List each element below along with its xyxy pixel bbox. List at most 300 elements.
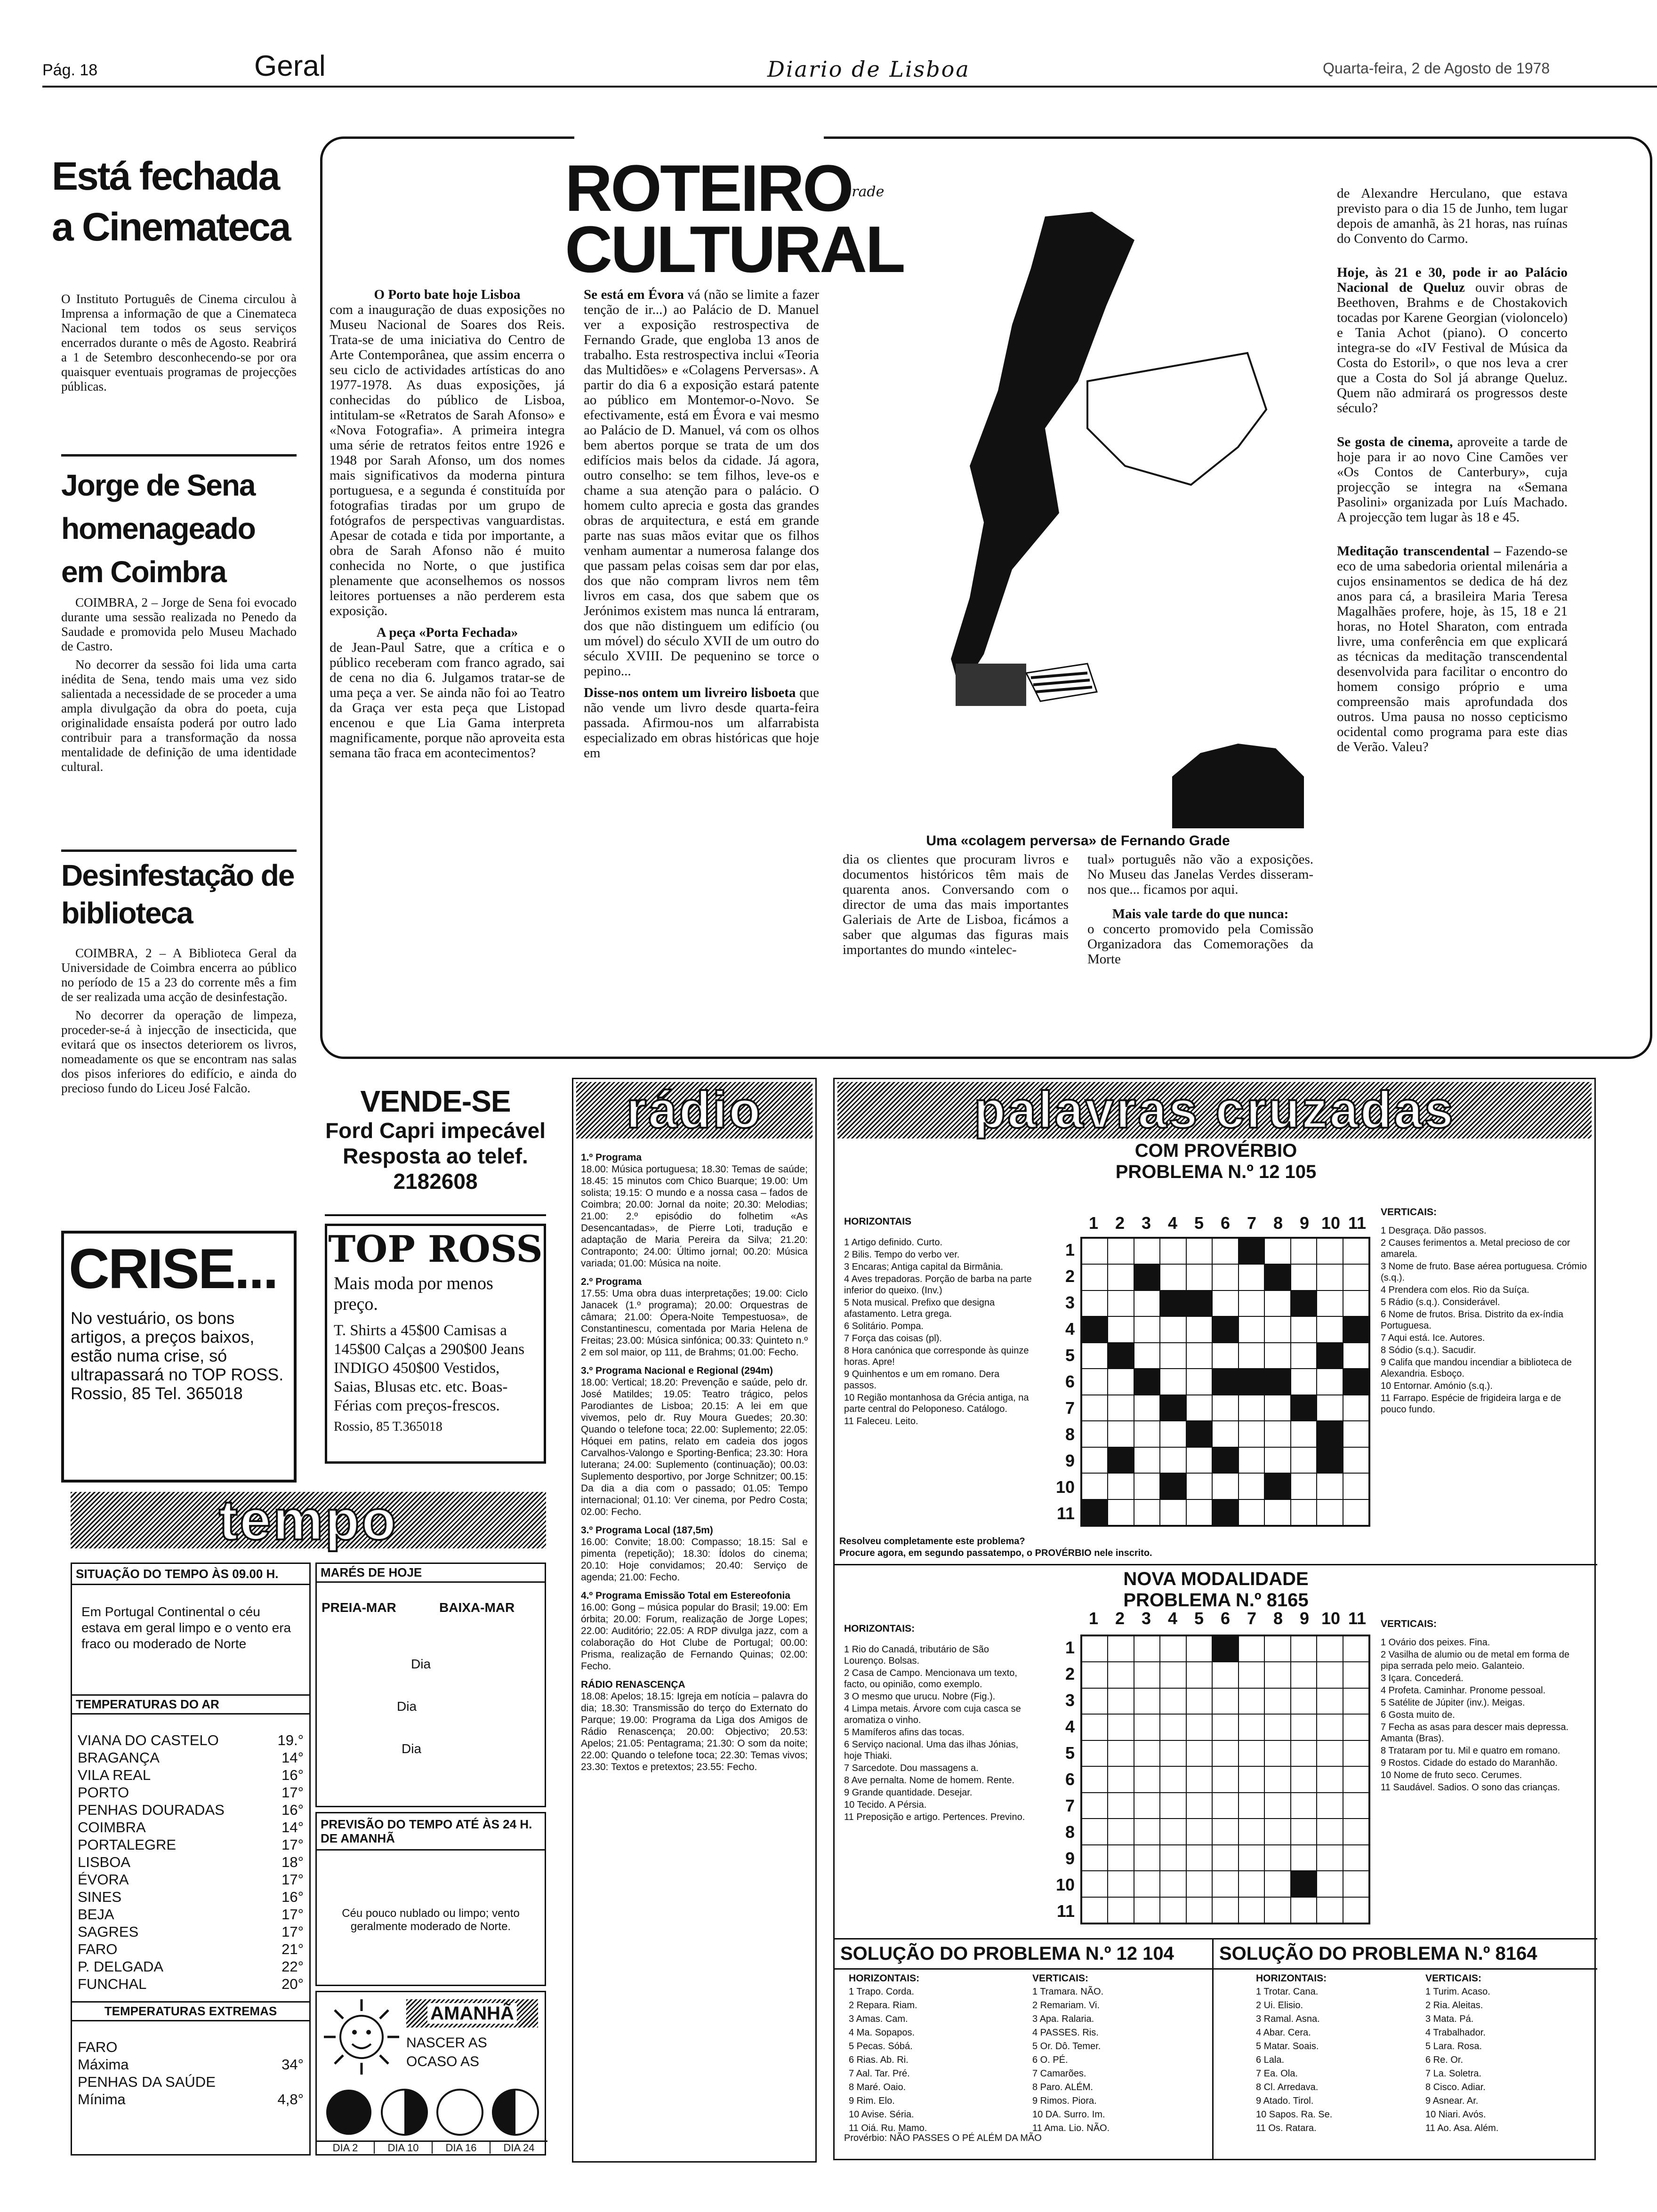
grid-cell[interactable]	[1082, 1766, 1108, 1792]
grid-cell[interactable]	[1317, 1871, 1343, 1897]
grid-cell[interactable]	[1186, 1845, 1212, 1871]
masthead: Diario de Lisboa	[767, 56, 970, 82]
grid-cell[interactable]	[1264, 1238, 1290, 1264]
grid-cell[interactable]	[1108, 1636, 1134, 1662]
grid-cell-black	[1291, 1290, 1317, 1316]
grid-cell[interactable]	[1212, 1264, 1238, 1290]
grid-cell[interactable]	[1239, 1395, 1264, 1421]
grid-cell-black	[1186, 1421, 1212, 1447]
grid-cell[interactable]	[1343, 1688, 1369, 1714]
grid-cell[interactable]	[1108, 1316, 1134, 1342]
grid-cell[interactable]	[1317, 1264, 1343, 1290]
grid-cell[interactable]	[1160, 1897, 1186, 1923]
grid-cell[interactable]	[1343, 1447, 1369, 1473]
grid-cell[interactable]	[1082, 1290, 1108, 1316]
grid-cell[interactable]	[1186, 1636, 1212, 1662]
grid-cell[interactable]	[1343, 1793, 1369, 1819]
grid-cell[interactable]	[1264, 1447, 1290, 1473]
grid-cell[interactable]	[1239, 1264, 1264, 1290]
grid-cell[interactable]	[1134, 1421, 1160, 1447]
grid-cell[interactable]	[1108, 1369, 1134, 1395]
crise-address: Rossio, 85 Tel. 365018	[71, 1384, 243, 1403]
solution-horizontal: 2 Repara. Riam.	[849, 2000, 917, 2011]
radio-column	[572, 1078, 817, 2163]
grid-cell[interactable]	[1343, 1499, 1369, 1525]
grid-cell-black	[1343, 1369, 1369, 1395]
col4-lead2: Se gosta de cinema,	[1337, 434, 1453, 449]
grid-cell[interactable]	[1186, 1819, 1212, 1844]
grid-cell[interactable]	[1239, 1714, 1264, 1740]
grid-cell[interactable]	[1160, 1636, 1186, 1662]
grid-cell[interactable]	[1108, 1871, 1134, 1897]
grid-cell[interactable]	[1264, 1714, 1290, 1740]
grid-cell[interactable]	[1082, 1714, 1108, 1740]
clue-vertical: 9 Califa que mandou incendiar a biblioteca de Alexandria. Esboço.	[1381, 1357, 1572, 1379]
clue-vertical: 4 Profeta. Caminhar. Pronome pessoal.	[1381, 1685, 1546, 1696]
grid-cell-black	[1317, 1343, 1343, 1369]
grid-cell[interactable]	[1160, 1740, 1186, 1766]
radio-program-schedule: 18.08: Apelos; 18.15: Igreja em notícia – palavra do dia; 18.30: Transmissão do terço do Externato do Parque; 19.00: Programa da Liga dos Amigos de Rádio Renascença; 20.00: Objectivo; 20.53: Apelos; 21.05: Pentagrama; 21.30: O som da noite; 22.00: Quando o telefone toca; 22.30: Temas vivos; 23.30: Textos e pretextos; 23.55: Fecho.	[581, 1691, 808, 1772]
grid-cell[interactable]	[1160, 1871, 1186, 1897]
grid-cell[interactable]	[1082, 1819, 1108, 1844]
temperature-row	[78, 1853, 304, 1871]
grid-cell[interactable]	[1291, 1819, 1317, 1844]
grid-column-number: 8	[1273, 1609, 1283, 1628]
grid-cell[interactable]	[1239, 1871, 1264, 1897]
grid-cell[interactable]	[1134, 1662, 1160, 1688]
grid-cell[interactable]	[1264, 1845, 1290, 1871]
grid-cell[interactable]	[1108, 1662, 1134, 1688]
radio-program-name: 2.º Programa	[581, 1276, 642, 1287]
temperature-row-value: 17°	[282, 1784, 304, 1801]
solution-vertical: 8 Cisco. Adiar.	[1425, 2082, 1486, 2092]
p2-title-2: PROBLEMA N.º 8165	[1123, 1590, 1309, 1611]
grid-cell[interactable]	[1108, 1819, 1134, 1844]
grid-cell[interactable]	[1317, 1662, 1343, 1688]
temperature-row-label: VIANA DO CASTELO	[78, 1732, 219, 1748]
clue-horizontal: 1 Artigo definido. Curto.	[844, 1237, 943, 1248]
sol2-v-label: VERTICAIS:	[1425, 1973, 1482, 1984]
grid-cell[interactable]	[1239, 1740, 1264, 1766]
grid-cell[interactable]	[1082, 1395, 1108, 1421]
grid-cell[interactable]	[1343, 1714, 1369, 1740]
vende-line2: Resposta ao telef.	[343, 1144, 528, 1168]
grid-row-number: 8	[1065, 1822, 1075, 1842]
grid-cell[interactable]	[1160, 1845, 1186, 1871]
grid-cell[interactable]	[1317, 1897, 1343, 1923]
grid-cell[interactable]	[1264, 1316, 1290, 1342]
grid-cell[interactable]	[1082, 1688, 1108, 1714]
crossword-grid-1	[1080, 1237, 1370, 1527]
grid-cell[interactable]	[1160, 1662, 1186, 1688]
grid-cell[interactable]	[1291, 1688, 1317, 1714]
grid-cell[interactable]	[1212, 1688, 1238, 1714]
grid-cell[interactable]	[1186, 1395, 1212, 1421]
grid-cell[interactable]	[1160, 1316, 1186, 1342]
grid-cell[interactable]	[1212, 1845, 1238, 1871]
grid-cell[interactable]	[1239, 1343, 1264, 1369]
grid-cell[interactable]	[1343, 1421, 1369, 1447]
grid-row-number: 1	[1065, 1240, 1075, 1259]
clue-horizontal: 1 Rio do Canadá, tributário de São Lourenço. Bolsas.	[844, 1644, 989, 1666]
grid-cell[interactable]	[1134, 1447, 1160, 1473]
grid-cell[interactable]	[1291, 1447, 1317, 1473]
grid-cell[interactable]	[1212, 1238, 1238, 1264]
solution-vertical: 6 O. PÉ.	[1032, 2055, 1068, 2065]
clue-vertical: 6 Gosta muito de.	[1381, 1710, 1455, 1720]
grid-cell[interactable]	[1343, 1897, 1369, 1923]
grid-cell[interactable]	[1239, 1662, 1264, 1688]
clue-horizontal: 4 Limpa metais. Árvore com cuja casca se aromatiza o vinho.	[844, 1704, 1021, 1725]
moon-days	[317, 2140, 547, 2154]
grid-cell[interactable]	[1291, 1264, 1317, 1290]
grid-cell[interactable]	[1343, 1871, 1369, 1897]
grid-cell[interactable]	[1264, 1662, 1290, 1688]
grid-cell[interactable]	[1212, 1740, 1238, 1766]
grid-cell[interactable]	[1317, 1238, 1343, 1264]
temperature-row-label: ÉVORA	[78, 1871, 129, 1888]
grid-cell[interactable]	[1108, 1714, 1134, 1740]
moon-day-2: DIA 10	[375, 2142, 433, 2154]
p1-col-numbers	[1080, 1213, 1370, 1233]
grid-cell[interactable]	[1134, 1766, 1160, 1792]
solution-1	[835, 1938, 1214, 2159]
grid-cell[interactable]	[1134, 1473, 1160, 1499]
grid-cell[interactable]	[1343, 1766, 1369, 1792]
grid-cell[interactable]	[1343, 1290, 1369, 1316]
clue-horizontal: 7 Força das coisas (pl).	[844, 1333, 942, 1344]
grid-cell[interactable]	[1186, 1714, 1212, 1740]
grid-cell[interactable]	[1343, 1343, 1369, 1369]
grid-cell-black	[1291, 1871, 1317, 1897]
grid-cell[interactable]	[1134, 1343, 1160, 1369]
grid-cell[interactable]	[1343, 1636, 1369, 1662]
grid-column-number: 1	[1088, 1609, 1099, 1628]
grid-cell[interactable]	[1186, 1897, 1212, 1923]
grid-cell[interactable]	[1108, 1897, 1134, 1923]
p2-horiz-label: HORIZONTAIS:	[844, 1623, 915, 1634]
situacao-box	[71, 1563, 311, 2156]
clue-horizontal: 9 Quinhentos e um em romano. Dera passos.	[844, 1369, 1000, 1391]
grid-cell[interactable]	[1264, 1395, 1290, 1421]
grid-cell[interactable]	[1108, 1688, 1134, 1714]
grid-cell[interactable]	[1239, 1316, 1264, 1342]
grid-cell[interactable]	[1264, 1897, 1290, 1923]
grid-cell[interactable]	[1264, 1871, 1290, 1897]
grid-cell[interactable]	[1264, 1499, 1290, 1525]
grid-cell[interactable]	[1160, 1499, 1186, 1525]
grid-cell[interactable]	[1082, 1871, 1108, 1897]
grid-cell-black	[1212, 1369, 1238, 1395]
grid-cell[interactable]	[1082, 1238, 1108, 1264]
clue-horizontal: 5 Mamíferos afins das tocas.	[844, 1727, 965, 1738]
grid-cell[interactable]	[1317, 1819, 1343, 1844]
grid-column-number: 7	[1247, 1213, 1257, 1233]
vende-line3: 2182608	[393, 1169, 478, 1194]
grid-cell[interactable]	[1291, 1897, 1317, 1923]
grid-cell[interactable]	[1291, 1766, 1317, 1792]
grid-cell[interactable]	[1343, 1662, 1369, 1688]
grid-cell[interactable]	[1317, 1369, 1343, 1395]
grid-cell[interactable]	[1134, 1897, 1160, 1923]
grid-cell[interactable]	[1343, 1395, 1369, 1421]
grid-cell[interactable]	[1134, 1871, 1160, 1897]
grid-cell[interactable]	[1186, 1662, 1212, 1688]
grid-cell[interactable]	[1291, 1636, 1317, 1662]
grid-cell[interactable]	[1082, 1264, 1108, 1290]
grid-cell[interactable]	[1317, 1740, 1343, 1766]
grid-cell[interactable]	[1264, 1290, 1290, 1316]
grid-cell[interactable]	[1291, 1343, 1317, 1369]
grid-row-number: 2	[1065, 1266, 1075, 1286]
grid-cell[interactable]	[1108, 1740, 1134, 1766]
grid-cell[interactable]	[1317, 1714, 1343, 1740]
grid-cell[interactable]	[1108, 1421, 1134, 1447]
grid-cell[interactable]	[1291, 1662, 1317, 1688]
grid-cell[interactable]	[1264, 1343, 1290, 1369]
grid-cell[interactable]	[1291, 1369, 1317, 1395]
grid-cell[interactable]	[1160, 1714, 1186, 1740]
solution-horizontal: 5 Pecas. Sóbá.	[849, 2041, 913, 2052]
grid-cell[interactable]	[1186, 1740, 1212, 1766]
solution-vertical: 9 Asnear. Ar.	[1425, 2096, 1479, 2106]
grid-row-number: 3	[1065, 1691, 1075, 1710]
grid-cell[interactable]	[1264, 1819, 1290, 1844]
clue-vertical: 5 Satélite de Júpiter (inv.). Meigas.	[1381, 1698, 1525, 1708]
grid-cell[interactable]	[1212, 1871, 1238, 1897]
grid-cell[interactable]	[1239, 1447, 1264, 1473]
grid-cell[interactable]	[1082, 1473, 1108, 1499]
grid-cell[interactable]	[1212, 1766, 1238, 1792]
grid-cell[interactable]	[1160, 1688, 1186, 1714]
left-column	[42, 108, 306, 1205]
grid-row-number: 11	[1056, 1504, 1075, 1523]
grid-cell[interactable]	[1317, 1688, 1343, 1714]
col2-lead2: Disse-nos ontem um livreiro lisboeta	[584, 685, 796, 700]
grid-cell[interactable]	[1264, 1793, 1290, 1819]
clue-horizontal: 3 O mesmo que urucu. Nobre (Fig.).	[844, 1691, 996, 1702]
grid-cell[interactable]	[1291, 1499, 1317, 1525]
grid-cell[interactable]	[1160, 1819, 1186, 1844]
grid-cell[interactable]	[1239, 1688, 1264, 1714]
grid-cell[interactable]	[1160, 1369, 1186, 1395]
grid-cell[interactable]	[1082, 1447, 1108, 1473]
grid-cell[interactable]	[1134, 1499, 1160, 1525]
grid-cell[interactable]	[1212, 1473, 1238, 1499]
grid-cell[interactable]	[1317, 1766, 1343, 1792]
grid-cell[interactable]	[1317, 1316, 1343, 1342]
grid-cell[interactable]	[1343, 1264, 1369, 1290]
grid-cell[interactable]	[1264, 1766, 1290, 1792]
grid-cell[interactable]	[1186, 1688, 1212, 1714]
grid-cell[interactable]	[1186, 1871, 1212, 1897]
grid-cell[interactable]	[1108, 1845, 1134, 1871]
grid-cell[interactable]	[1317, 1636, 1343, 1662]
grid-cell-black	[1134, 1369, 1160, 1395]
grid-cell[interactable]	[1134, 1740, 1160, 1766]
grid-cell[interactable]	[1239, 1766, 1264, 1792]
tempo-title: tempo	[219, 1489, 398, 1552]
grid-cell[interactable]	[1212, 1662, 1238, 1688]
grid-cell[interactable]	[1239, 1793, 1264, 1819]
roteiro-col3a: dia os clientes que procuram livros e documentos históricos têm mais de quarenta anos. Conversando com o director de uma das mais importantes Galeriais de Arte de Lisboa, ficámos a saber que algumas das figuras mais importantes do mundo «intelec-	[843, 852, 1069, 957]
grid-cell[interactable]	[1160, 1793, 1186, 1819]
col3b-body2: o concerto promovido pela Comissão Organizadora das Comemorações da Morte	[1087, 922, 1313, 967]
grid-cell[interactable]	[1343, 1473, 1369, 1499]
grid-cell[interactable]	[1212, 1343, 1238, 1369]
grid-cell[interactable]	[1317, 1499, 1343, 1525]
grid-cell[interactable]	[1186, 1369, 1212, 1395]
grid-cell[interactable]	[1134, 1845, 1160, 1871]
grid-cell[interactable]	[1186, 1316, 1212, 1342]
grid-cell[interactable]	[1082, 1636, 1108, 1662]
grid-cell[interactable]	[1082, 1662, 1108, 1688]
temperature-row-value: 17°	[282, 1871, 304, 1888]
grid-cell[interactable]	[1212, 1714, 1238, 1740]
grid-cell[interactable]	[1082, 1897, 1108, 1923]
grid-cell[interactable]	[1108, 1290, 1134, 1316]
grid-cell[interactable]	[1239, 1473, 1264, 1499]
grid-cell[interactable]	[1317, 1793, 1343, 1819]
grid-cell[interactable]	[1186, 1473, 1212, 1499]
grid-cell[interactable]	[1239, 1290, 1264, 1316]
vende-line1: Ford Capri impecável	[325, 1118, 546, 1143]
grid-cell[interactable]	[1264, 1740, 1290, 1766]
tempo-banner	[71, 1489, 546, 1552]
grid-cell[interactable]	[1134, 1316, 1160, 1342]
grid-column-number: 4	[1167, 1609, 1178, 1628]
grid-cell[interactable]	[1212, 1897, 1238, 1923]
grid-cell[interactable]	[1212, 1395, 1238, 1421]
grid-cell[interactable]	[1317, 1845, 1343, 1871]
grid-cell-black	[1212, 1499, 1238, 1525]
solution-horizontal: 3 Amas. Cam.	[849, 2014, 908, 2024]
grid-cell[interactable]	[1160, 1343, 1186, 1369]
grid-cell[interactable]	[1082, 1369, 1108, 1395]
sena-p1: COIMBRA, 2 – Jorge de Sena foi evocado durante uma sessão realizada no Penedo da Saudade e promovida pelo Museu Machado de Castro.	[61, 595, 297, 653]
grid-cell[interactable]	[1291, 1238, 1317, 1264]
grid-cell[interactable]	[1317, 1473, 1343, 1499]
sol2-title: SOLUÇÃO DO PROBLEMA N.º 8164	[1214, 1940, 1597, 1970]
grid-cell[interactable]	[1291, 1316, 1317, 1342]
extreme-row-value: 34°	[282, 2056, 304, 2073]
temperature-row-label: SINES	[78, 1889, 122, 1905]
grid-cell[interactable]	[1317, 1290, 1343, 1316]
grid-cell[interactable]	[1264, 1688, 1290, 1714]
solution-horizontal: 6 Lala.	[1256, 2055, 1285, 2065]
grid-cell[interactable]	[1264, 1636, 1290, 1662]
grid-cell[interactable]	[1160, 1238, 1186, 1264]
grid-cell[interactable]	[1108, 1473, 1134, 1499]
grid-cell[interactable]	[1160, 1447, 1186, 1473]
grid-cell[interactable]	[1343, 1845, 1369, 1871]
grid-cell[interactable]	[1134, 1714, 1160, 1740]
grid-cell[interactable]	[1082, 1343, 1108, 1369]
col1-body: com a inauguração de duas exposições no Museu Nacional de Soares dos Reis. Trata-se de uma iniciativa do Centro de Arte Contemporânea, que assim encerra o seu ciclo de actividades artísticas do ano 1977-1978. As duas exposições, já conhecidas do público de Lisboa, intitulam-se «Retratos de Sarah Afonso» e «Nova Fotografia». A primeira integra uma série de retratos feitos entre 1926 e 1948 por Sarah Afonso, um dos nomes mais significativos da moderna pintura portuguesa, e a segunda é constituída por fotografias tiradas por um grupo de fotógrafos de perspectivas vanguardistas. Apesar de cotada e tida por importante, a obra de Sarah Afonso não é muito conhecida no Norte, o que justifica plenamente que aconselhemos os nossos leitores portuenses a não perderem esta exposição.	[330, 302, 565, 618]
grid-cell[interactable]	[1134, 1395, 1160, 1421]
grid-cell[interactable]	[1291, 1473, 1317, 1499]
grid-cell[interactable]	[1108, 1499, 1134, 1525]
grid-cell[interactable]	[1134, 1793, 1160, 1819]
grid-cell[interactable]	[1186, 1447, 1212, 1473]
grid-cell[interactable]	[1108, 1264, 1134, 1290]
grid-cell[interactable]	[1186, 1264, 1212, 1290]
roteiro-title-2: CULTURAL	[565, 212, 904, 286]
grid-cell[interactable]	[1186, 1343, 1212, 1369]
grid-cell[interactable]	[1317, 1395, 1343, 1421]
grid-cell[interactable]	[1082, 1845, 1108, 1871]
grid-cell[interactable]	[1291, 1421, 1317, 1447]
grid-cell[interactable]	[1239, 1499, 1264, 1525]
vende-title: VENDE-SE	[360, 1084, 511, 1118]
grid-column-number: 1	[1088, 1213, 1099, 1233]
temperature-row-label: FARO	[78, 1941, 118, 1957]
grid-cell[interactable]	[1108, 1238, 1134, 1264]
grid-cell[interactable]	[1082, 1740, 1108, 1766]
grid-cell[interactable]	[1264, 1421, 1290, 1447]
grid-cell[interactable]	[1160, 1766, 1186, 1792]
grid-column-number: 2	[1115, 1609, 1125, 1628]
grid-cell[interactable]	[1212, 1819, 1238, 1844]
grid-cell[interactable]	[1108, 1793, 1134, 1819]
grid-cell[interactable]	[1108, 1766, 1134, 1792]
grid-cell[interactable]	[1134, 1688, 1160, 1714]
grid-cell[interactable]	[1082, 1793, 1108, 1819]
grid-cell[interactable]	[1160, 1264, 1186, 1290]
grid-cell[interactable]	[1239, 1636, 1264, 1662]
grid-cell[interactable]	[1291, 1740, 1317, 1766]
grid-cell[interactable]	[1134, 1819, 1160, 1844]
grid-cell[interactable]	[1239, 1845, 1264, 1871]
tempo-panel	[71, 1563, 546, 2160]
grid-cell[interactable]	[1291, 1714, 1317, 1740]
grid-row-number: 7	[1065, 1796, 1075, 1815]
grid-column-number: 3	[1141, 1213, 1151, 1233]
temperature-row-value: 16°	[282, 1767, 304, 1783]
grid-cell[interactable]	[1343, 1819, 1369, 1844]
grid-cell[interactable]	[1212, 1793, 1238, 1819]
clue-horizontal: 6 Serviço nacional. Uma das ilhas Jónias, hoje Thiaki.	[844, 1739, 1019, 1761]
extreme-row-label: FARO	[78, 2039, 118, 2055]
col1-body2: de Jean-Paul Satre, que a crítica e o público receberam com franco agrado, sai de cena no dia 6. Julgamos tratar-se de uma peça a ver. Se ainda não foi ao Teatro da Graça ver esta peça que Listopad encenou e que Lia Gama interpreta magnificamente, porque não aproveita esta semana tão fraca em acontecimentos?	[330, 640, 565, 761]
grid-cell[interactable]	[1239, 1897, 1264, 1923]
grid-cell[interactable]	[1343, 1238, 1369, 1264]
grid-cell[interactable]	[1134, 1636, 1160, 1662]
solution-horizontal: 8 Cl. Arredava.	[1256, 2082, 1319, 2092]
grid-cell[interactable]	[1291, 1845, 1317, 1871]
grid-cell[interactable]	[1239, 1421, 1264, 1447]
grid-cell[interactable]	[1108, 1395, 1134, 1421]
grid-cell[interactable]	[1186, 1766, 1212, 1792]
grid-cell[interactable]	[1134, 1238, 1160, 1264]
temperature-row	[78, 1749, 304, 1766]
grid-cell[interactable]	[1160, 1421, 1186, 1447]
grid-cell[interactable]	[1186, 1238, 1212, 1264]
grid-cell[interactable]	[1212, 1421, 1238, 1447]
grid-row-number: 9	[1065, 1451, 1075, 1470]
grid-cell[interactable]	[1134, 1290, 1160, 1316]
grid-cell[interactable]	[1291, 1793, 1317, 1819]
grid-cell[interactable]	[1212, 1290, 1238, 1316]
grid-cell[interactable]	[1082, 1421, 1108, 1447]
grid-cell[interactable]	[1239, 1819, 1264, 1844]
grid-cell[interactable]	[1186, 1793, 1212, 1819]
grid-cell-black	[1108, 1447, 1134, 1473]
grid-cell[interactable]	[1343, 1740, 1369, 1766]
clue-vertical: 8 Sódio (s.q.). Sacudir.	[1381, 1345, 1476, 1355]
solution-vertical: 7 Camarões.	[1032, 2068, 1086, 2079]
grid-cell[interactable]	[1186, 1499, 1212, 1525]
